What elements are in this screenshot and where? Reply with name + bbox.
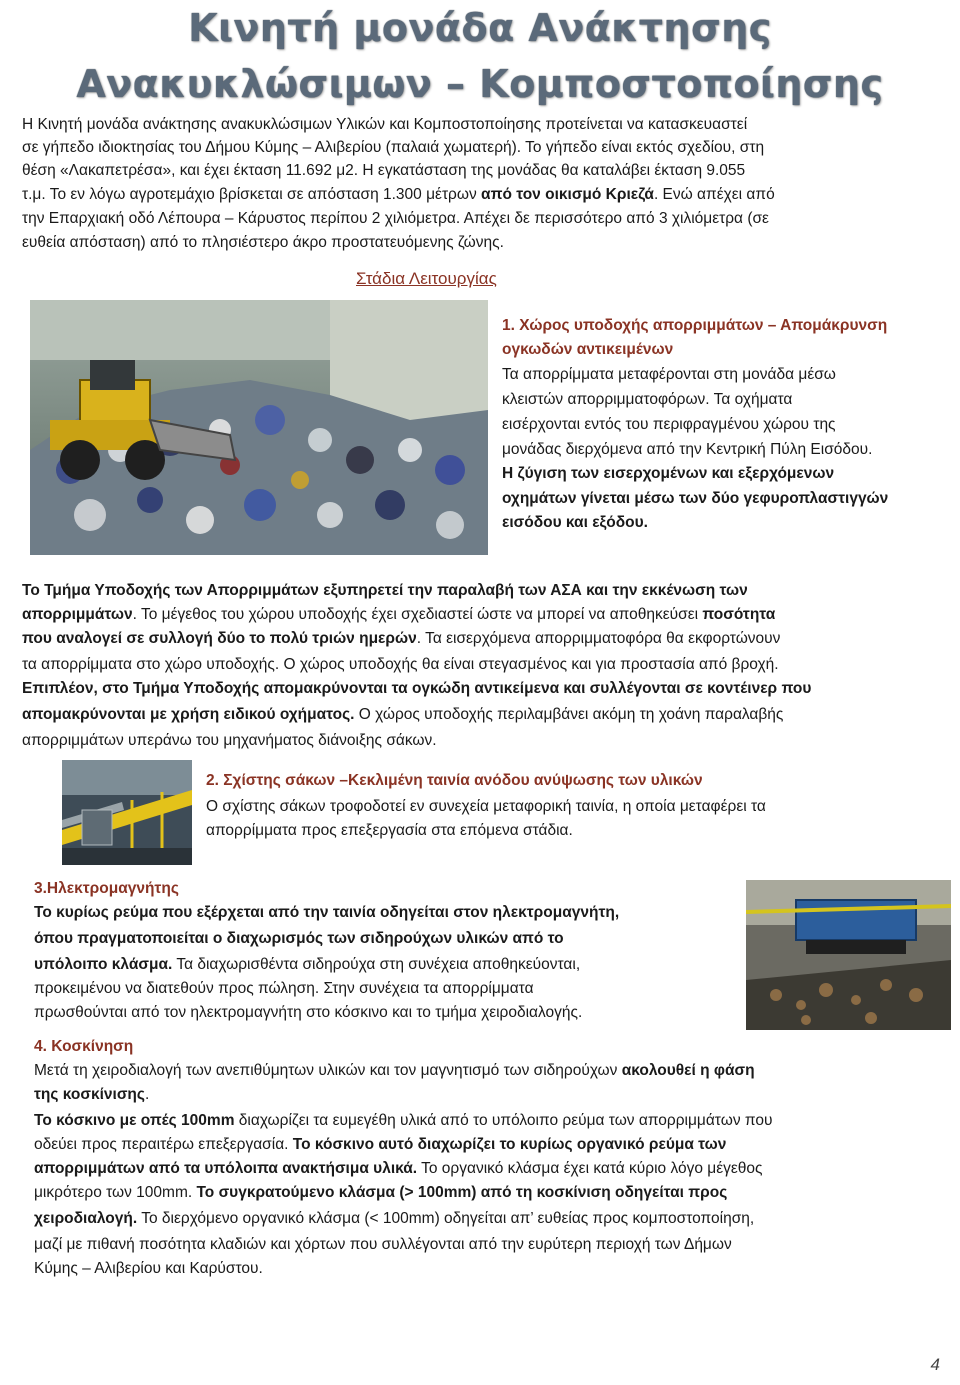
intro-line-4-text: τ.μ. Το εν λόγω αγροτεμάχιο βρίσκεται σε απόσταση 1.300 μέτρων: [22, 186, 482, 203]
reception-line-2-text: . Το μέγεθος του χώρου υποδοχής έχει σχεδιαστεί ώστε να μπορεί να αποθηκεύσει: [132, 606, 703, 623]
stage-3-bold-line-1: [34, 902, 619, 925]
intro-line-1: Η Κινητή μονάδα ανάκτησης ανακυκλώσιμων Υλικών και Κομποστοποίησης προτείνεται να κατασκευαστεί: [22, 116, 748, 133]
stage-3-line-3-text: Τα διαχωρισθέντα σιδηρούχα στη συνέχεια αποθηκεύονται,: [172, 956, 581, 973]
stage-4-line-5-bold: απορριμμάτων από τα υπόλοιπα ανακτήσιμα υλικά.: [34, 1160, 418, 1177]
reception-hall-photo: [30, 300, 488, 555]
stage-4-line-5-text: Το οργανικό κλάσμα έχει κατά κύριο λόγο μέγεθος: [417, 1160, 763, 1177]
stage-1-bold-line-3: [502, 512, 648, 535]
stage-1-bold-1: Η ζύγιση των εισερχομένων και εξερχόμενων: [502, 465, 835, 482]
stage-4-line-1-text: Μετά τη χειροδιαλογή των ανεπιθύμητων υλικών και τον μαγνητισμό των σιδηρούχων: [34, 1062, 622, 1079]
stage-4-line-7-bold: χειροδιαλογή.: [34, 1210, 138, 1227]
intro-line-4-end: . Ενώ απέχει από: [653, 186, 775, 203]
reception-line-7: απορριμμάτων υπεράνω του μηχανήματος διάνοιξης σάκων.: [22, 732, 437, 749]
stage-1-line-1: Τα απορρίμματα μεταφέρονται στη μονάδα μέσω: [502, 366, 836, 383]
stage-4-line-7: [34, 1208, 754, 1231]
stage-4-line-2-bold: της κοσκίνισης: [34, 1086, 145, 1103]
stage-3-bold-1: Το κυρίως ρεύμα που εξέρχεται από την ταινία οδηγείται στον ηλεκτρομαγνήτη,: [34, 904, 620, 921]
page-number: 4: [930, 1355, 940, 1374]
reception-line-1: [22, 580, 748, 603]
reception-line-3-bold: που αναλογεί σε συλλογή δύο το πολύ τριών ημερών: [22, 630, 417, 647]
stage-4-line-7-text: Το διερχόμενο οργανικό κλάσμα (< 100mm) οδηγείται απ’ ευθείας προς κομποστοποίηση,: [137, 1210, 755, 1227]
stage-2-line-1: Ο σχίστης σάκων τροφοδοτεί εν συνεχεία μεταφορική ταινία, η οποία μεταφέρει τα: [206, 798, 766, 815]
reception-line-3: [22, 628, 780, 651]
intro-line-5: την Επαρχιακή οδό Λέπουρα – Κάρυστος περίπου 2 χιλιόμετρα. Απέχει δε περισσότερο από 3 χιλιόμετρα (σε: [22, 210, 769, 227]
stage-1-heading-line-2: ογκωδών αντικειμένων: [502, 341, 674, 358]
reception-line-5: [22, 678, 811, 701]
stage-4-line-4: [34, 1134, 726, 1157]
stage-1-bold-line-2: [502, 488, 888, 511]
stage-2-heading: 2. Σχίστης σάκων –Κεκλιμένη ταινία ανόδου ανύψωσης των υλικών: [206, 772, 703, 789]
reception-line-3-text: . Τα εισερχόμενα απορριμματοφόρα θα εκφορτώνουν: [416, 630, 781, 647]
stage-4-line-6-text: μικρότερο των 100mm.: [34, 1184, 197, 1201]
stage-4-line-8: μαζί με πιθανή ποσότητα κλαδιών και χόρτων που συλλέγονται από την ευρύτερη περιοχή των Δήμων: [34, 1236, 732, 1253]
reception-line-4: τα απορρίμματα στο χώρο υποδοχής. Ο χώρος υποδοχής θα είναι στεγασμένος και για προστασία από βροχή.: [22, 656, 779, 673]
stage-4-line-1-bold: ακολουθεί η φάση: [621, 1062, 755, 1079]
reception-line-5-bold: Επιπλέον, στο Τμήμα Υποδοχής απομακρύνονται τα ογκώδη αντικείμενα και συλλέγονται σε κοντέινερ που: [22, 680, 812, 697]
stage-1-line-3: εισέρχονται εντός του περιφραγμένου χώρου της: [502, 416, 836, 433]
stage-4-line-3-bold: Το κόσκινο με οπές 100mm: [34, 1112, 235, 1129]
stage-1-bold-3: εισόδου και εξόδου.: [502, 514, 648, 531]
stage-4-line-3: [34, 1110, 772, 1133]
stage-1-bold-2: οχημάτων γίνεται μέσω των δύο γεφυροπλαστιγγών: [502, 490, 889, 507]
stage-3-line-5: πρωσθούνται από τον ηλεκτρομαγνήτη στο κόσκινο και το τμήμα χειροδιαλογής.: [34, 1004, 583, 1021]
stage-3-line-3: [34, 954, 580, 977]
page-title-line-1: Κινητή μονάδα Ανάκτησης: [188, 6, 772, 50]
intro-line-4-bold: από τον οικισμό Κριεζά: [481, 186, 654, 203]
reception-line-2-bold-2: ποσότητα: [702, 606, 776, 623]
stage-4-line-6-bold: Το συγκρατούμενο κλάσμα (> 100mm) από τη κοσκίνιση οδηγείται προς: [196, 1184, 728, 1201]
stage-1-heading-line-1: 1. Χώρος υποδοχής απορριμμάτων – Απομάκρυνση: [502, 317, 888, 334]
stage-4-line-5: [34, 1158, 762, 1181]
stage-4-line-3-text: διαχωρίζει τα ευμεγέθη υλικά από το υπόλοιπο ρεύμα των απορριμμάτων που: [234, 1112, 773, 1129]
stage-3-bold-3: υπόλοιπο κλάσμα.: [34, 956, 173, 973]
reception-line-2-bold: απορριμμάτων: [22, 606, 133, 623]
stage-4-line-6: [34, 1182, 727, 1205]
stage-4-heading: 4. Κοσκίνηση: [34, 1038, 134, 1055]
bag-splitter-conveyor-photo: [62, 760, 192, 865]
stage-4-line-4-bold: Το κόσκινο αυτό διαχωρίζει το κυρίως οργανικό ρεύμα των: [292, 1136, 727, 1153]
reception-line-2: [22, 604, 775, 627]
reception-line-1-bold: Το Τμήμα Υποδοχής των Απορριμμάτων εξυπηρετεί την παραλαβή των ΑΣΑ και την εκκένωση των: [22, 582, 748, 599]
stage-3-bold-line-2: [34, 928, 564, 951]
stage-3-line-4: προκειμένου να διατεθούν προς πώληση. Στην συνέχεια τα απορρίμματα: [34, 980, 534, 997]
reception-line-6-text: Ο χώρος υποδοχής περιλαμβάνει ακόμη τη χοάνη παραλαβής: [354, 706, 784, 723]
reception-line-6: [22, 704, 783, 727]
electromagnet-photo: [746, 880, 951, 1030]
stages-heading: Στάδια Λειτουργίας: [356, 269, 497, 288]
intro-line-2: σε γήπεδο ιδιοκτησίας του Δήμου Κύμης – Αλιβερίου (παλαιά χωματερή). Το γήπεδο είναι εκτός σχεδίου, στη: [22, 139, 765, 156]
stage-1-bold-line-1: [502, 463, 834, 486]
stage-4-line-9: Κύμης – Αλιβερίου και Καρύστου.: [34, 1260, 263, 1277]
stage-4-line-4-text: οδεύει προς περαιτέρω επεξεργασία.: [34, 1136, 293, 1153]
intro-line-6: ευθεία απόσταση) από το πλησιέστερο άκρο προστατευόμενης ζώνης.: [22, 234, 504, 251]
stage-1-line-2: κλειστών απορριμματοφόρων. Τα οχήματα: [502, 391, 793, 408]
stage-4-line-2: [34, 1084, 149, 1107]
stage-3-heading: 3.Ηλεκτρομαγνήτης: [34, 880, 179, 897]
intro-line-4: [22, 184, 775, 207]
stage-4-line-1: [34, 1060, 755, 1083]
stage-1-line-4: μονάδας διερχόμενα από την Κεντρική Πύλη Εισόδου.: [502, 441, 873, 458]
stage-3-bold-2: όπου πραγματοποιείται ο διαχωρισμός των σιδηρούχων υλικών από το: [34, 930, 564, 947]
page-title-line-2: Ανακυκλώσιμων – Κομποστοποίησης: [76, 62, 884, 106]
reception-line-6-bold: απομακρύνονται με χρήση ειδικού οχήματος.: [22, 706, 355, 723]
intro-line-3: θέση «Λακαπετρέσα», και έχει έκταση 11.692 μ2. Η εγκατάσταση της μονάδας θα καταλάβει έκταση 9.055: [22, 162, 746, 179]
stage-2-line-2: απορρίμματα προς επεξεργασία στα επόμενα στάδια.: [206, 822, 573, 839]
stage-4-line-2-text: .: [144, 1086, 150, 1103]
